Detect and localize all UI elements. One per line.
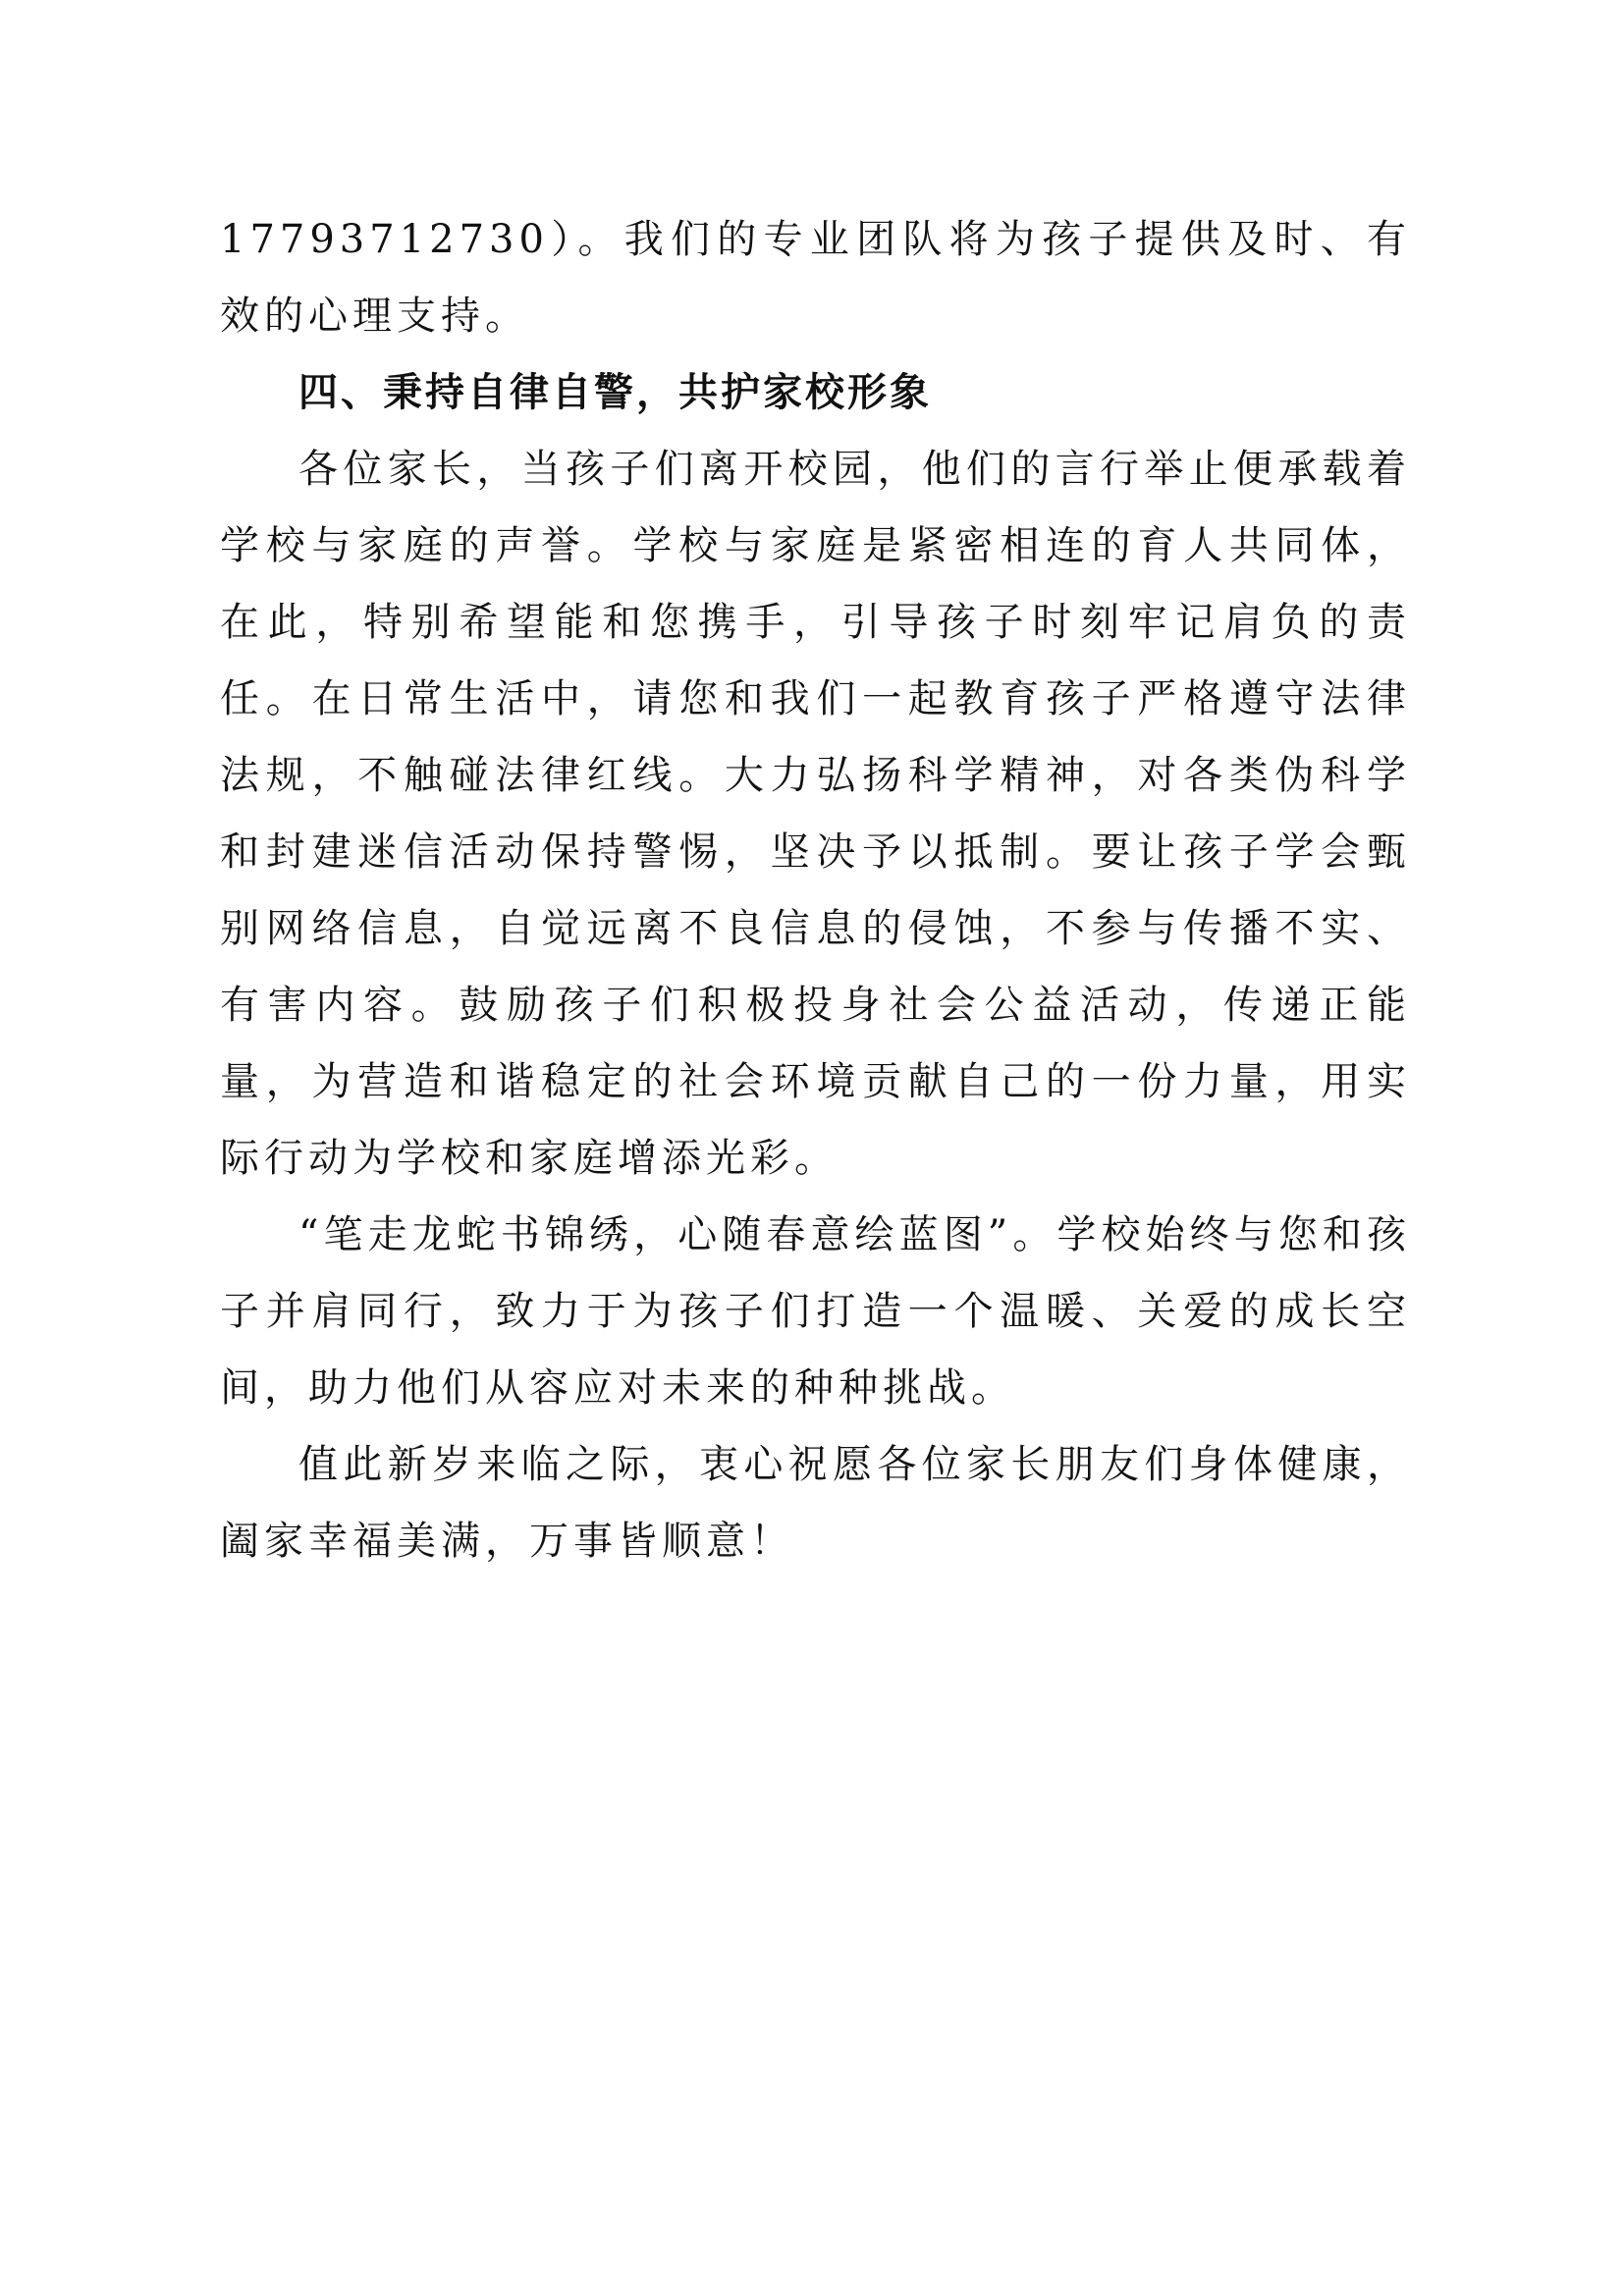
paragraph-self-discipline: 各位家长，当孩子们离开校园，他们的言行举止便承载着学校与家庭的声誉。学校与家庭是紧密相连的育人共同体，在此，特别希望能和您携手，引导孩子时刻牢记肩负的责任。在日常生活中，请您和我们一起教育孩子严格遵守法律法规，不触碰法律红线。大力弘扬科学精神，对各类伪科学和封建迷信活动保持警惕，坚决予以抵制。要让孩子学会甄别网络信息，自觉远离不良信息的侵蚀，不参与传播不实、有害内容。鼓励孩子们积极投身社会公益活动，传递正能量，为营造和谐稳定的社会环境贡献自己的一份力量，用实际行动为学校和家庭增添光彩。 [220, 447, 1411, 1181]
paragraph-new-year-wishes: 值此新岁来临之际，衷心祝愿各位家长朋友们身体健康，阖家幸福美满，万事皆顺意！ [220, 1442, 1411, 1564]
section-heading-four: 四、秉持自律自警，共护家校形象 [298, 370, 932, 415]
paragraph-continuation: 17793712730）。我们的专业团队将为孩子提供及时、有效的心理支持。 [220, 217, 1411, 339]
document-body [220, 201, 1411, 1579]
paragraph-quote: “笔走龙蛇书锦绣，心随春意绘蓝图”。学校始终与您和孩子并肩同行，致力于为孩子们打造一个温暖、关爱的成长空间，助力他们从容应对未来的种种挑战。 [220, 1212, 1411, 1411]
